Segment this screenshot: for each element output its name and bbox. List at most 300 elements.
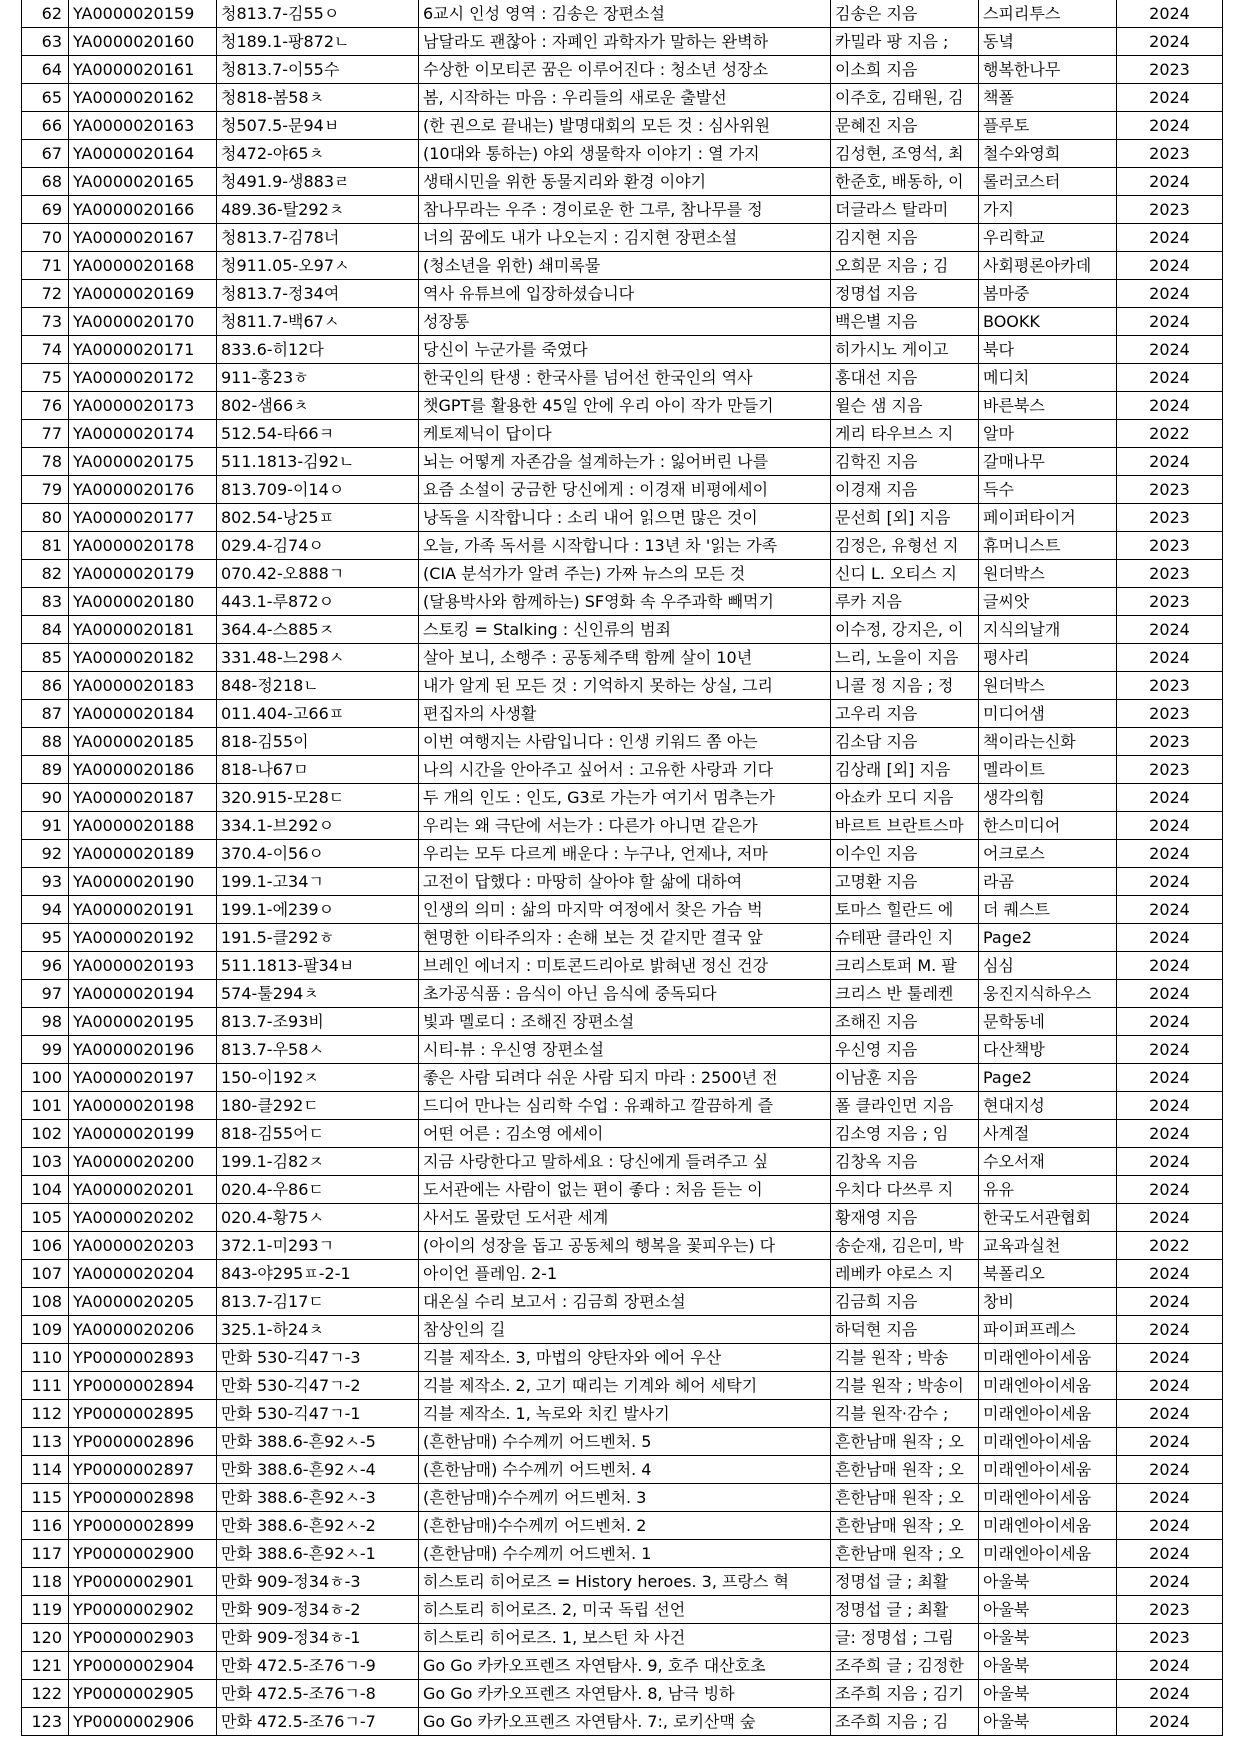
registration-number-cell: YA0000020199 <box>69 1120 217 1148</box>
table-row <box>22 1512 1223 1540</box>
year-cell: 2024 <box>1117 1372 1223 1400</box>
registration-number-cell: YP0000002906 <box>69 1708 217 1736</box>
table-row <box>22 896 1223 924</box>
registration-number-cell: YP0000002901 <box>69 1568 217 1596</box>
publisher-cell: BOOKK <box>979 308 1117 336</box>
author-cell: 우신영 지음 <box>831 1036 979 1064</box>
title-cell: 어떤 어른 : 김소영 에세이 <box>419 1120 831 1148</box>
year-cell: 2024 <box>1117 28 1223 56</box>
title-cell: 시티-뷰 : 우신영 장편소설 <box>419 1036 831 1064</box>
year-cell: 2024 <box>1117 1204 1223 1232</box>
row-number-cell: 71 <box>22 252 69 280</box>
author-cell: 고명환 지음 <box>831 868 979 896</box>
call-number-cell: 199.1-고34ㄱ <box>217 868 419 896</box>
row-number-cell: 87 <box>22 700 69 728</box>
author-cell: 느리, 노을이 지음 <box>831 644 979 672</box>
year-cell: 2024 <box>1117 1708 1223 1736</box>
table-row <box>22 728 1223 756</box>
call-number-cell: 만화 530-긱47ㄱ-1 <box>217 1400 419 1428</box>
row-number-cell: 111 <box>22 1372 69 1400</box>
author-cell: 조주희 글 ; 김정한 <box>831 1652 979 1680</box>
row-number-cell: 85 <box>22 644 69 672</box>
row-number-cell: 121 <box>22 1652 69 1680</box>
table-row <box>22 1456 1223 1484</box>
row-number-cell: 106 <box>22 1232 69 1260</box>
author-cell: 토마스 힐란드 에 <box>831 896 979 924</box>
title-cell: 브레인 에너지 : 미토콘드리아로 밝혀낸 정신 건강 <box>419 952 831 980</box>
call-number-cell: 848-정218ㄴ <box>217 672 419 700</box>
year-cell: 2023 <box>1117 476 1223 504</box>
call-number-cell: 511.1813-팔34ㅂ <box>217 952 419 980</box>
title-cell: (흔한남매)수수께끼 어드벤처. 3 <box>419 1484 831 1512</box>
registration-number-cell: YA0000020204 <box>69 1260 217 1288</box>
row-number-cell: 112 <box>22 1400 69 1428</box>
title-cell: 히스토리 히어로즈. 2, 미국 독립 선언 <box>419 1596 831 1624</box>
publisher-cell: 바른북스 <box>979 392 1117 420</box>
row-number-cell: 68 <box>22 168 69 196</box>
table-row <box>22 168 1223 196</box>
title-cell: (10대와 통하는) 야외 생물학자 이야기 : 열 가지 <box>419 140 831 168</box>
table-row <box>22 812 1223 840</box>
table-row <box>22 980 1223 1008</box>
call-number-cell: 만화 388.6-흔92ㅅ-3 <box>217 1484 419 1512</box>
registration-number-cell: YA0000020188 <box>69 812 217 840</box>
title-cell: 케토제닉이 답이다 <box>419 420 831 448</box>
title-cell: 살아 보니, 소행주 : 공동체주택 함께 살이 10년 <box>419 644 831 672</box>
publisher-cell: 다산책방 <box>979 1036 1117 1064</box>
registration-number-cell: YA0000020194 <box>69 980 217 1008</box>
row-number-cell: 81 <box>22 532 69 560</box>
author-cell: 흔한남매 원작 ; 오 <box>831 1484 979 1512</box>
publisher-cell: 철수와영희 <box>979 140 1117 168</box>
author-cell: 송순재, 김은미, 박 <box>831 1232 979 1260</box>
publisher-cell: 미래엔아이세움 <box>979 1512 1117 1540</box>
registration-number-cell: YA0000020177 <box>69 504 217 532</box>
publisher-cell: 아울북 <box>979 1652 1117 1680</box>
call-number-cell: 만화 388.6-흔92ㅅ-1 <box>217 1540 419 1568</box>
registration-number-cell: YA0000020187 <box>69 784 217 812</box>
author-cell: 김소담 지음 <box>831 728 979 756</box>
publisher-cell: 미래엔아이세움 <box>979 1484 1117 1512</box>
year-cell: 2024 <box>1117 280 1223 308</box>
year-cell: 2023 <box>1117 504 1223 532</box>
table-row <box>22 1400 1223 1428</box>
publisher-cell: Page2 <box>979 1064 1117 1092</box>
publisher-cell: 유유 <box>979 1176 1117 1204</box>
row-number-cell: 100 <box>22 1064 69 1092</box>
registration-number-cell: YA0000020171 <box>69 336 217 364</box>
author-cell: 조주희 지음 ; 김 <box>831 1708 979 1736</box>
call-number-cell: 813.7-김17ㄷ <box>217 1288 419 1316</box>
table-row <box>22 868 1223 896</box>
title-cell: 6교시 인성 영역 : 김송은 장편소설 <box>419 0 831 28</box>
call-number-cell: 청813.7-이55수 <box>217 56 419 84</box>
registration-number-cell: YP0000002899 <box>69 1512 217 1540</box>
registration-number-cell: YA0000020201 <box>69 1176 217 1204</box>
author-cell: 정명섭 지음 <box>831 280 979 308</box>
year-cell: 2023 <box>1117 532 1223 560</box>
year-cell: 2024 <box>1117 1148 1223 1176</box>
table-row <box>22 336 1223 364</box>
author-cell: 아쇼카 모디 지음 <box>831 784 979 812</box>
call-number-cell: 813.709-이14ㅇ <box>217 476 419 504</box>
publisher-cell: 봄마중 <box>979 280 1117 308</box>
year-cell: 2024 <box>1117 1400 1223 1428</box>
title-cell: (한 권으로 끝내는) 발명대회의 모든 것 : 심사위원 <box>419 112 831 140</box>
table-row <box>22 1568 1223 1596</box>
registration-number-cell: YP0000002893 <box>69 1344 217 1372</box>
registration-number-cell: YA0000020168 <box>69 252 217 280</box>
year-cell: 2024 <box>1117 336 1223 364</box>
call-number-cell: 만화 388.6-흔92ㅅ-5 <box>217 1428 419 1456</box>
row-number-cell: 101 <box>22 1092 69 1120</box>
year-cell: 2024 <box>1117 812 1223 840</box>
title-cell: 두 개의 인도 : 인도, G3로 가는가 여기서 멈추는가 <box>419 784 831 812</box>
publisher-cell: 북다 <box>979 336 1117 364</box>
registration-number-cell: YA0000020198 <box>69 1092 217 1120</box>
title-cell: 나의 시간을 안아주고 싶어서 : 고유한 사랑과 기다 <box>419 756 831 784</box>
title-cell: 긱블 제작소. 1, 녹로와 치킨 발사기 <box>419 1400 831 1428</box>
author-cell: 김학진 지음 <box>831 448 979 476</box>
call-number-cell: 818-김55이 <box>217 728 419 756</box>
table-row <box>22 1176 1223 1204</box>
table-row <box>22 784 1223 812</box>
year-cell: 2024 <box>1117 644 1223 672</box>
author-cell: 크리스 반 툴레켄 <box>831 980 979 1008</box>
row-number-cell: 84 <box>22 616 69 644</box>
publisher-cell: 아울북 <box>979 1568 1117 1596</box>
author-cell: 백은별 지음 <box>831 308 979 336</box>
registration-number-cell: YA0000020192 <box>69 924 217 952</box>
table-row <box>22 392 1223 420</box>
year-cell: 2024 <box>1117 112 1223 140</box>
registration-number-cell: YP0000002896 <box>69 1428 217 1456</box>
call-number-cell: 199.1-김82ㅈ <box>217 1148 419 1176</box>
table-row <box>22 476 1223 504</box>
publisher-cell: 라곰 <box>979 868 1117 896</box>
call-number-cell: 334.1-브292ㅇ <box>217 812 419 840</box>
row-number-cell: 115 <box>22 1484 69 1512</box>
call-number-cell: 만화 909-정34ㅎ-1 <box>217 1624 419 1652</box>
author-cell: 고우리 지음 <box>831 700 979 728</box>
publisher-cell: 아울북 <box>979 1708 1117 1736</box>
table-row <box>22 1540 1223 1568</box>
publisher-cell: 미디어샘 <box>979 700 1117 728</box>
table-row <box>22 112 1223 140</box>
publisher-cell: 미래엔아이세움 <box>979 1540 1117 1568</box>
title-cell: 우리는 왜 극단에 서는가 : 다른가 아니면 같은가 <box>419 812 831 840</box>
call-number-cell: 150-이192ㅈ <box>217 1064 419 1092</box>
row-number-cell: 119 <box>22 1596 69 1624</box>
publisher-cell: 멜라이트 <box>979 756 1117 784</box>
table-row <box>22 1484 1223 1512</box>
call-number-cell: 만화 530-긱47ㄱ-2 <box>217 1372 419 1400</box>
row-number-cell: 69 <box>22 196 69 224</box>
table-row <box>22 1120 1223 1148</box>
table-row <box>22 1680 1223 1708</box>
row-number-cell: 70 <box>22 224 69 252</box>
registration-number-cell: YA0000020205 <box>69 1288 217 1316</box>
title-cell: 남달라도 괜찮아 : 자폐인 과학자가 말하는 완벽하 <box>419 28 831 56</box>
registration-number-cell: YA0000020200 <box>69 1148 217 1176</box>
table-row <box>22 140 1223 168</box>
call-number-cell: 574-툴294ㅊ <box>217 980 419 1008</box>
row-number-cell: 72 <box>22 280 69 308</box>
table-row <box>22 1372 1223 1400</box>
call-number-cell: 818-김55어ㄷ <box>217 1120 419 1148</box>
row-number-cell: 93 <box>22 868 69 896</box>
call-number-cell: 511.1813-김92ㄴ <box>217 448 419 476</box>
publisher-cell: 한국도서관협회 <box>979 1204 1117 1232</box>
year-cell: 2023 <box>1117 700 1223 728</box>
publisher-cell: 글씨앗 <box>979 588 1117 616</box>
author-cell: 조해진 지음 <box>831 1008 979 1036</box>
author-cell: 오희문 지음 ; 김 <box>831 252 979 280</box>
row-number-cell: 82 <box>22 560 69 588</box>
table-row <box>22 756 1223 784</box>
call-number-cell: 020.4-황75ㅅ <box>217 1204 419 1232</box>
publisher-cell: 미래엔아이세움 <box>979 1400 1117 1428</box>
publisher-cell: 더 퀘스트 <box>979 896 1117 924</box>
call-number-cell: 802.54-낭25ㅍ <box>217 504 419 532</box>
row-number-cell: 91 <box>22 812 69 840</box>
call-number-cell: 070.42-오888ㄱ <box>217 560 419 588</box>
title-cell: 긱블 제작소. 2, 고기 때리는 기계와 헤어 세탁기 <box>419 1372 831 1400</box>
row-number-cell: 97 <box>22 980 69 1008</box>
year-cell: 2024 <box>1117 840 1223 868</box>
year-cell: 2023 <box>1117 672 1223 700</box>
publisher-cell: 미래엔아이세움 <box>979 1456 1117 1484</box>
year-cell: 2024 <box>1117 896 1223 924</box>
year-cell: 2024 <box>1117 1008 1223 1036</box>
publisher-cell: 페이퍼타이거 <box>979 504 1117 532</box>
title-cell: 이번 여행지는 사람입니다 : 인생 키워드 쫌 아는 <box>419 728 831 756</box>
title-cell: 사서도 몰랐던 도서관 세계 <box>419 1204 831 1232</box>
author-cell: 카밀라 팡 지음 ; <box>831 28 979 56</box>
publisher-cell: 어크로스 <box>979 840 1117 868</box>
table-row <box>22 0 1223 28</box>
publisher-cell: 휴머니스트 <box>979 532 1117 560</box>
call-number-cell: 청189.1-팡872ㄴ <box>217 28 419 56</box>
table-row <box>22 84 1223 112</box>
call-number-cell: 청818-봄58ㅊ <box>217 84 419 112</box>
table-row <box>22 1260 1223 1288</box>
publisher-cell: 웅진지식하우스 <box>979 980 1117 1008</box>
year-cell: 2024 <box>1117 364 1223 392</box>
row-number-cell: 62 <box>22 0 69 28</box>
title-cell: 내가 알게 된 모든 것 : 기억하지 못하는 상실, 그리 <box>419 672 831 700</box>
registration-number-cell: YP0000002904 <box>69 1652 217 1680</box>
row-number-cell: 123 <box>22 1708 69 1736</box>
author-cell: 루카 지음 <box>831 588 979 616</box>
call-number-cell: 만화 388.6-흔92ㅅ-2 <box>217 1512 419 1540</box>
author-cell: 게리 타우브스 지 <box>831 420 979 448</box>
registration-number-cell: YA0000020181 <box>69 616 217 644</box>
title-cell: 성장통 <box>419 308 831 336</box>
call-number-cell: 364.4-스885ㅈ <box>217 616 419 644</box>
title-cell: 역사 유튜브에 입장하셨습니다 <box>419 280 831 308</box>
publisher-cell: 득수 <box>979 476 1117 504</box>
title-cell: 좋은 사람 되려다 쉬운 사람 되지 마라 : 2500년 전 <box>419 1064 831 1092</box>
call-number-cell: 833.6-히12다 <box>217 336 419 364</box>
title-cell: 현명한 이타주의자 : 손해 보는 것 같지만 결국 앞 <box>419 924 831 952</box>
year-cell: 2024 <box>1117 952 1223 980</box>
title-cell: Go Go 카카오프렌즈 자연탐사. 7:, 로키산맥 숲 <box>419 1708 831 1736</box>
author-cell: 긱블 원작·감수 ; <box>831 1400 979 1428</box>
registration-number-cell: YP0000002894 <box>69 1372 217 1400</box>
author-cell: 이경재 지음 <box>831 476 979 504</box>
author-cell: 크리스토퍼 M. 팔 <box>831 952 979 980</box>
call-number-cell: 청491.9-생883ㄹ <box>217 168 419 196</box>
table-row <box>22 532 1223 560</box>
registration-number-cell: YA0000020180 <box>69 588 217 616</box>
call-number-cell: 802-샘66ㅊ <box>217 392 419 420</box>
table-row <box>22 1008 1223 1036</box>
table-row <box>22 924 1223 952</box>
author-cell: 긱블 원작 ; 박송 <box>831 1344 979 1372</box>
year-cell: 2024 <box>1117 1484 1223 1512</box>
registration-number-cell: YP0000002897 <box>69 1456 217 1484</box>
author-cell: 흔한남매 원작 ; 오 <box>831 1512 979 1540</box>
registration-number-cell: YA0000020175 <box>69 448 217 476</box>
year-cell: 2024 <box>1117 1456 1223 1484</box>
call-number-cell: 180-클292ㄷ <box>217 1092 419 1120</box>
registration-number-cell: YA0000020185 <box>69 728 217 756</box>
year-cell: 2024 <box>1117 1260 1223 1288</box>
author-cell: 이주호, 김태원, 김 <box>831 84 979 112</box>
registration-number-cell: YA0000020176 <box>69 476 217 504</box>
registration-number-cell: YA0000020186 <box>69 756 217 784</box>
row-number-cell: 107 <box>22 1260 69 1288</box>
table-row <box>22 504 1223 532</box>
title-cell: (흔한남매) 수수께끼 어드벤처. 4 <box>419 1456 831 1484</box>
title-cell: 오늘, 가족 독서를 시작합니다 : 13년 차 '읽는 가족 <box>419 532 831 560</box>
title-cell: 빛과 멜로디 : 조해진 장편소설 <box>419 1008 831 1036</box>
publisher-cell: 아울북 <box>979 1624 1117 1652</box>
table-row <box>22 280 1223 308</box>
author-cell: 더글라스 탈라미 <box>831 196 979 224</box>
call-number-cell: 청911.05-오97ㅅ <box>217 252 419 280</box>
year-cell: 2024 <box>1117 616 1223 644</box>
row-number-cell: 95 <box>22 924 69 952</box>
table-row <box>22 1708 1223 1736</box>
publisher-cell: 갈매나무 <box>979 448 1117 476</box>
table-row <box>22 448 1223 476</box>
year-cell: 2024 <box>1117 224 1223 252</box>
title-cell: 드디어 만나는 심리학 수업 : 유쾌하고 깔끔하게 즐 <box>419 1092 831 1120</box>
year-cell: 2024 <box>1117 868 1223 896</box>
row-number-cell: 83 <box>22 588 69 616</box>
registration-number-cell: YP0000002900 <box>69 1540 217 1568</box>
table-row <box>22 364 1223 392</box>
table-row <box>22 644 1223 672</box>
title-cell: 인생의 의미 : 삶의 마지막 여정에서 찾은 가슴 벅 <box>419 896 831 924</box>
publisher-cell: 책폴 <box>979 84 1117 112</box>
row-number-cell: 120 <box>22 1624 69 1652</box>
author-cell: 김상래 [외] 지음 <box>831 756 979 784</box>
publisher-cell: 수오서재 <box>979 1148 1117 1176</box>
author-cell: 이남훈 지음 <box>831 1064 979 1092</box>
author-cell: 히가시노 게이고 <box>831 336 979 364</box>
table-row <box>22 1624 1223 1652</box>
year-cell: 2023 <box>1117 1596 1223 1624</box>
title-cell: (흔한남매)수수께끼 어드벤처. 2 <box>419 1512 831 1540</box>
publisher-cell: 한스미디어 <box>979 812 1117 840</box>
table-row <box>22 1232 1223 1260</box>
row-number-cell: 80 <box>22 504 69 532</box>
row-number-cell: 73 <box>22 308 69 336</box>
table-row <box>22 672 1223 700</box>
title-cell: 생태시민을 위한 동물지리와 환경 이야기 <box>419 168 831 196</box>
row-number-cell: 109 <box>22 1316 69 1344</box>
table-row <box>22 56 1223 84</box>
publisher-cell: 아울북 <box>979 1680 1117 1708</box>
year-cell: 2024 <box>1117 924 1223 952</box>
table-row <box>22 952 1223 980</box>
year-cell: 2023 <box>1117 56 1223 84</box>
author-cell: 문선희 [외] 지음 <box>831 504 979 532</box>
call-number-cell: 199.1-에239ㅇ <box>217 896 419 924</box>
call-number-cell: 320.915-모28ㄷ <box>217 784 419 812</box>
row-number-cell: 66 <box>22 112 69 140</box>
publisher-cell: 아울북 <box>979 1596 1117 1624</box>
author-cell: 하덕현 지음 <box>831 1316 979 1344</box>
author-cell: 김정은, 유형선 지 <box>831 532 979 560</box>
table-row <box>22 1064 1223 1092</box>
title-cell: (달용박사와 함께하는) SF영화 속 우주과학 빼먹기 <box>419 588 831 616</box>
row-number-cell: 92 <box>22 840 69 868</box>
table-row <box>22 1596 1223 1624</box>
year-cell: 2024 <box>1117 0 1223 28</box>
registration-number-cell: YA0000020182 <box>69 644 217 672</box>
registration-number-cell: YA0000020172 <box>69 364 217 392</box>
year-cell: 2024 <box>1117 168 1223 196</box>
year-cell: 2024 <box>1117 1652 1223 1680</box>
registration-number-cell: YA0000020174 <box>69 420 217 448</box>
table-row <box>22 1428 1223 1456</box>
year-cell: 2024 <box>1117 1064 1223 1092</box>
author-cell: 글: 정명섭 ; 그림 <box>831 1624 979 1652</box>
table-row <box>22 1652 1223 1680</box>
year-cell: 2023 <box>1117 560 1223 588</box>
year-cell: 2024 <box>1117 448 1223 476</box>
publisher-cell: 심심 <box>979 952 1117 980</box>
publisher-cell: 평사리 <box>979 644 1117 672</box>
call-number-cell: 489.36-탈292ㅊ <box>217 196 419 224</box>
author-cell: 정명섭 글 ; 최활 <box>831 1596 979 1624</box>
author-cell: 홍대선 지음 <box>831 364 979 392</box>
call-number-cell: 만화 472.5-조76ㄱ-8 <box>217 1680 419 1708</box>
registration-number-cell: YA0000020203 <box>69 1232 217 1260</box>
title-cell: 너의 꿈에도 내가 나오는지 : 김지현 장편소설 <box>419 224 831 252</box>
registration-number-cell: YA0000020169 <box>69 280 217 308</box>
call-number-cell: 청813.7-정34여 <box>217 280 419 308</box>
registration-number-cell: YP0000002905 <box>69 1680 217 1708</box>
registration-number-cell: YA0000020184 <box>69 700 217 728</box>
call-number-cell: 512.54-타66ㅋ <box>217 420 419 448</box>
registration-number-cell: YA0000020165 <box>69 168 217 196</box>
call-number-cell: 만화 472.5-조76ㄱ-9 <box>217 1652 419 1680</box>
table-body <box>22 0 1223 1736</box>
registration-number-cell: YA0000020202 <box>69 1204 217 1232</box>
title-cell: 당신이 누군가를 죽였다 <box>419 336 831 364</box>
year-cell: 2024 <box>1117 1344 1223 1372</box>
publisher-cell: 지식의날개 <box>979 616 1117 644</box>
year-cell: 2024 <box>1117 1428 1223 1456</box>
publisher-cell: 사계절 <box>979 1120 1117 1148</box>
table-row <box>22 588 1223 616</box>
year-cell: 2024 <box>1117 84 1223 112</box>
